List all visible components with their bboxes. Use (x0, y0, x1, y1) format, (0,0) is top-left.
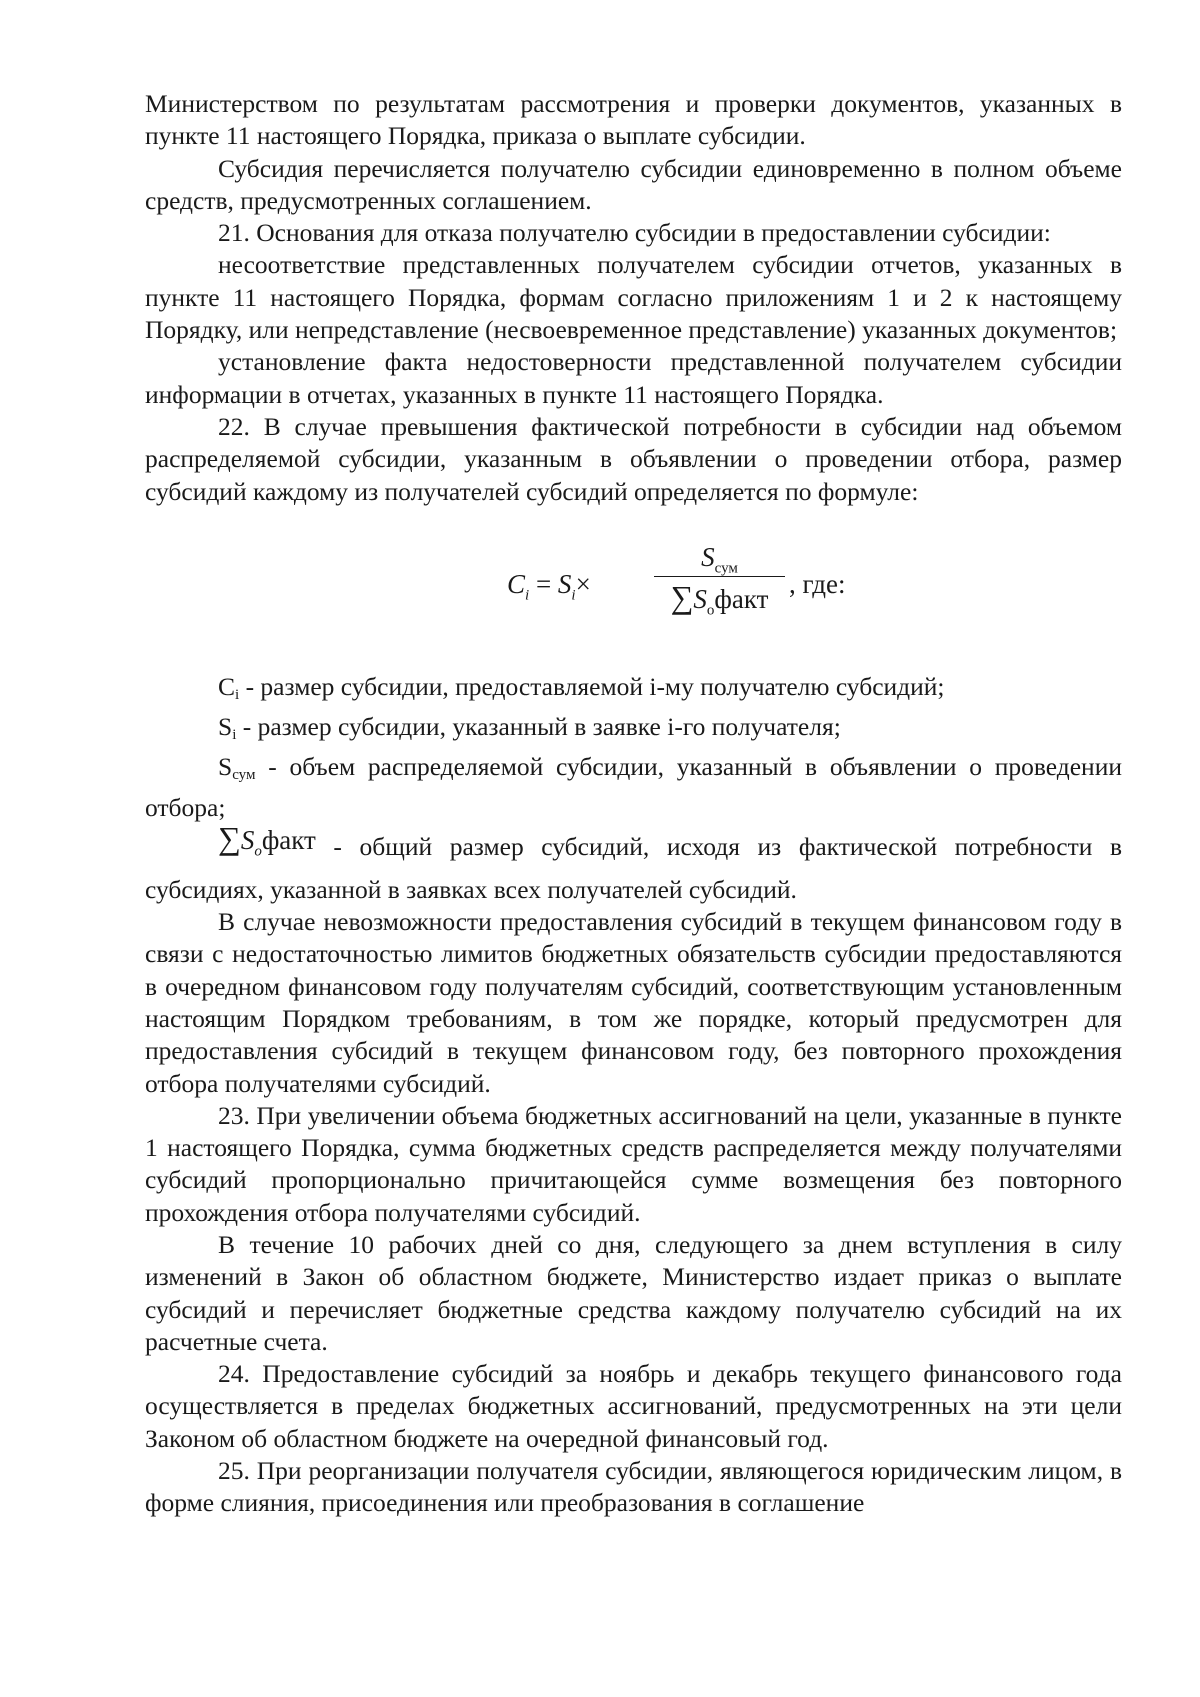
document-page (145, 88, 1122, 1520)
formula-fraction (652, 538, 787, 617)
sum-expression: $\sum S_офакт$ (218, 820, 316, 860)
formula-lhs: $C_i = S_i\times$ (507, 568, 591, 604)
paragraph: установление факта недостоверности представленной получателем субсидии информации в отчетах, указанных в пункте 11 настоящего Порядка. (145, 347, 1122, 409)
definition-ssum: Sсум - объем распределяемой субсидии, указанный в объявлении о проведении отбора; (145, 752, 1122, 822)
paragraph: Субсидия перечисляется получателю субсидии единовременно в полном объеме средств, предусмотренных соглашением. (145, 153, 1122, 215)
paragraph: 21. Основания для отказа получателю субсидии в предоставлении субсидии: (218, 218, 1051, 248)
paragraph: В случае невозможности предоставления субсидий в текущем финансовом году в связи с недостаточностью лимитов бюджетных обязательств субсидии предоставляются в очередном финансовом году получателям субсидий, соответствующим установленным настоящим Порядком требованиям, в том же порядке, который предусмотрен для предоставления субсидий в текущем финансовом году, без повторного прохождения отбора получателями субсидий. (145, 907, 1122, 1098)
definition-sum: $\sum S_офакт$ - общий размер субсидий, исходя из фактической потребности в субсидиях, указанной в заявках всех получателей субсидий. (145, 820, 1122, 904)
paragraph: 24. Предоставление субсидий за ноябрь и декабрь текущего финансового года осуществляется в пределах бюджетных ассигнований, предусмотренных на эти цели Законом об областном бюджете на очередной финансовый год. (145, 1359, 1122, 1453)
paragraph: 22. В случае превышения фактической потребности в субсидии над объемом распределяемой субсидии, указанным в объявлении о проведении отбора, размер субсидий каждому из получателей субсидий определяется по формуле: (145, 411, 1122, 506)
paragraph: 25. При реорганизации получателя субсидии, являющегося юридическим лицом, в форме слияния, присоединения или преобразования в соглашение (145, 1456, 1122, 1518)
formula-tail: , где: (789, 568, 846, 599)
paragraphs-top (145, 88, 1122, 508)
paragraph: 23. При увеличении объема бюджетных ассигнований на цели, указанные в пункте 1 настоящего Порядка, сумма бюджетных средств распределяется между получателями субсидий пропорционально причитающейся сумме возмещения без повторного прохождения отбора получателями субсидий. (145, 1100, 1122, 1227)
paragraphs-bottom (145, 906, 1122, 1520)
definition-si: Si - размер субсидии, указанный в заявке i-го получателя; (218, 712, 841, 744)
formula-block (145, 508, 1122, 671)
paragraph: Министерством по результатам рассмотрения и проверки документов, указанных в пункте 11 настоящего Порядка, приказа о выплате субсидии. (145, 89, 1122, 151)
paragraph: несоответствие представленных получателем субсидии отчетов, указанных в пункте 11 настоящего Порядка, формам согласно приложениям 1 и 2 к настоящему Порядку, или непредставление (несвоевременное представление) указанных документов; (145, 250, 1122, 345)
paragraph: В течение 10 рабочих дней со дня, следующего за днем вступления в силу изменений в Закон об областном бюджете, Министерство издает приказ о выплате субсидий и перечисляет бюджетные средства каждому получателю субсидий на их расчетные счета. (145, 1230, 1122, 1356)
formula-numerator: $S_{сум}$ (701, 541, 738, 577)
definition-ci: Ci - размер субсидии, предоставляемой i-му получателю субсидий; (218, 671, 945, 703)
formula-denominator: $\sum S_офакт$ (670, 578, 769, 619)
